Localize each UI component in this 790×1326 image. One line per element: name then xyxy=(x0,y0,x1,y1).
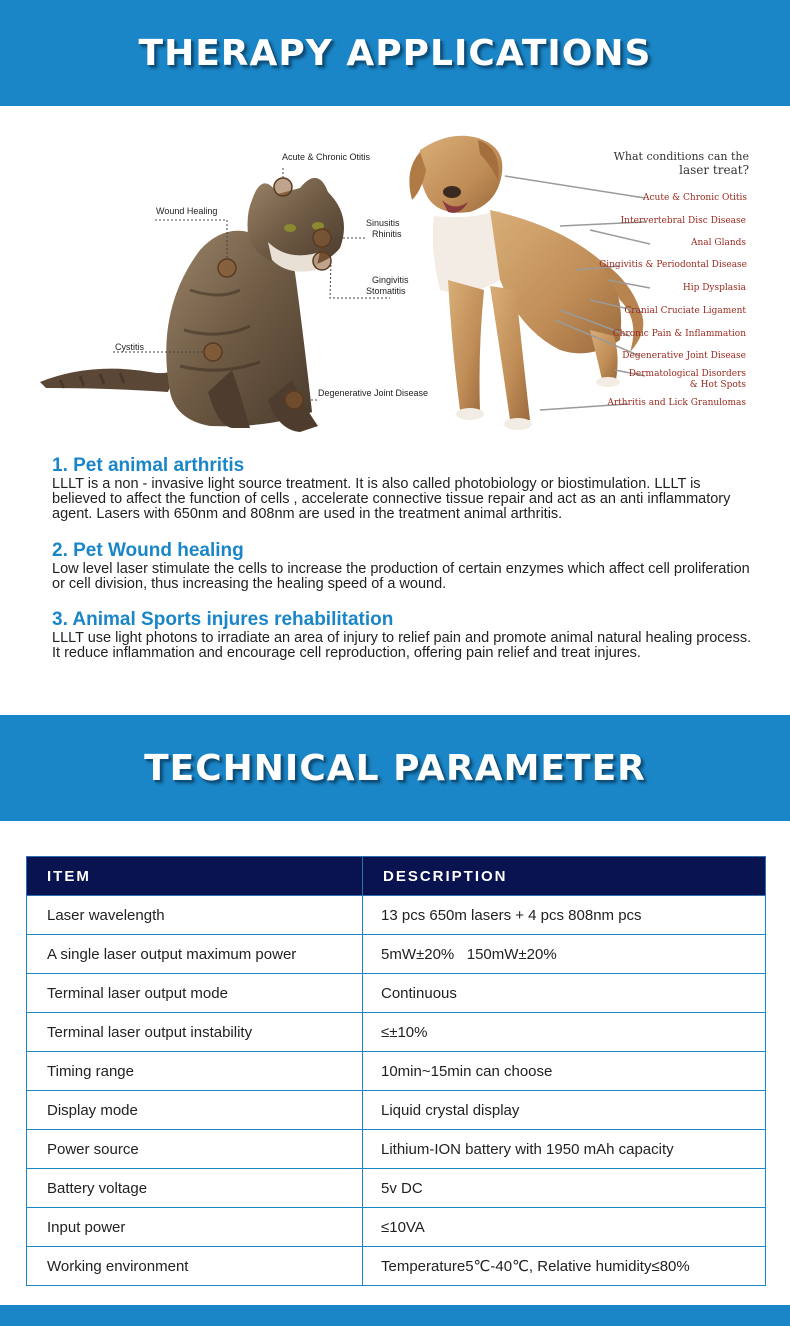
row-description: Lithium-ION battery with 1950 mAh capacity xyxy=(363,1130,766,1169)
row-item: Terminal laser output mode xyxy=(27,974,363,1013)
table-row xyxy=(27,1130,766,1169)
row-item: Terminal laser output instability xyxy=(27,1013,363,1052)
dog-label-dermatological: Dermatological Disorders xyxy=(628,369,746,379)
question-line-1: What conditions can the xyxy=(613,150,749,163)
row-description: 13 pcs 650m lasers + 4 pcs 808nm pcs xyxy=(363,896,766,935)
cat-label-stomatitis: Stomatitis xyxy=(366,286,406,296)
row-description: Continuous xyxy=(363,974,766,1013)
row-description: Liquid crystal display xyxy=(363,1091,766,1130)
section-heading: 1. Pet animal arthritis xyxy=(52,455,245,476)
therapy-applications-banner xyxy=(0,0,790,106)
technical-parameter-banner xyxy=(0,715,790,821)
cat-label-rhinitis: Rhinitis xyxy=(372,229,402,239)
section-body: LLLT is a non - invasive light source treatment. It is also called photobiology or biostimulation. LLLT is believed to affect the function of cells , accelerate connective tissue repair and act as an anti inflammatory agent. Lasers with 650nm and 808nm are used in the treatment animal arthritis. xyxy=(52,476,731,522)
cat-label-degenerative: Degenerative Joint Disease xyxy=(318,388,429,398)
row-item: Laser wavelength xyxy=(27,896,363,935)
question-line-2: laser treat? xyxy=(679,163,749,178)
dog-label-hotspots: & Hot Spots xyxy=(689,380,746,390)
table-row xyxy=(27,935,766,974)
section-body: LLLT use light photons to irradiate an area of injury to relief pain and promote animal natural healing process. It reduce inflammation and encourage cell reproduction, offering pain relief and treat injures. xyxy=(52,630,752,661)
table-row xyxy=(27,1091,766,1130)
bottom-banner-strip xyxy=(0,1305,790,1326)
dog-label-chronic: Chronic Pain & Inflammation xyxy=(612,329,746,339)
row-item: Timing range xyxy=(27,1052,363,1091)
cat-label-wound: Wound Healing xyxy=(156,206,218,216)
row-item: Battery voltage xyxy=(27,1169,363,1208)
row-description: 10min~15min can choose xyxy=(363,1052,766,1091)
section-sports-injures xyxy=(52,609,752,661)
section-wound-healing xyxy=(52,540,752,592)
dog-label-anal: Anal Glands xyxy=(690,238,746,248)
illustration-question xyxy=(614,150,749,178)
parameter-table xyxy=(26,856,766,1286)
dog-label-arthritis: Arthritis and Lick Granulomas xyxy=(607,398,746,408)
table-row xyxy=(27,1013,766,1052)
header-description: DESCRIPTION xyxy=(363,857,766,896)
row-description: 5mW±20% 150mW±20% xyxy=(363,935,766,974)
table-row xyxy=(27,974,766,1013)
cat-label-cystitis: Cystitis xyxy=(115,342,144,352)
table-row xyxy=(27,1169,766,1208)
banner-title: TECHNICAL PARAMETER xyxy=(144,747,646,789)
dog-label-hip: Hip Dysplasia xyxy=(682,283,746,293)
cat-dog-illustration xyxy=(0,130,790,450)
row-description: ≤10VA xyxy=(363,1208,766,1247)
row-item: Display mode xyxy=(27,1091,363,1130)
cat-label-otitis: Acute & Chronic Otitis xyxy=(282,152,371,162)
row-description: ≤±10% xyxy=(363,1013,766,1052)
dog-label-gingivitis: Gingivitis & Periodontal Disease xyxy=(599,260,747,270)
section-heading: 2. Pet Wound healing xyxy=(52,540,244,561)
row-description: Temperature5℃-40℃, Relative humidity≤80% xyxy=(363,1247,766,1286)
cat-label-gingivitis: Gingivitis xyxy=(372,275,409,285)
section-body: Low level laser stimulate the cells to increase the production of certain enzymes which affect cell proliferation or cell division, thus increasing the healing speed of a wound. xyxy=(52,561,750,592)
table-row xyxy=(27,1247,766,1286)
dog-label-degenerative: Degenerative Joint Disease xyxy=(622,351,746,361)
dog-label-cranial: Cranial Cruciate Ligament xyxy=(624,306,746,316)
row-description: 5v DC xyxy=(363,1169,766,1208)
row-item: Working environment xyxy=(27,1247,363,1286)
header-item: ITEM xyxy=(27,857,363,896)
table-row xyxy=(27,1052,766,1091)
table-row xyxy=(27,896,766,935)
row-item: Input power xyxy=(27,1208,363,1247)
section-heading: 3. Animal Sports injures rehabilitation xyxy=(52,609,394,630)
row-item: Power source xyxy=(27,1130,363,1169)
table-row xyxy=(27,1208,766,1247)
table-header-row xyxy=(27,857,766,896)
banner-title: THERAPY APPLICATIONS xyxy=(138,32,652,74)
section-arthritis xyxy=(52,455,752,522)
cat-label-sinusitis: Sinusitis xyxy=(366,218,400,228)
row-item: A single laser output maximum power xyxy=(27,935,363,974)
dog-label-otitis: Acute & Chronic Otitis xyxy=(643,193,747,203)
dog-label-disc: Intervertebral Disc Disease xyxy=(620,216,746,226)
